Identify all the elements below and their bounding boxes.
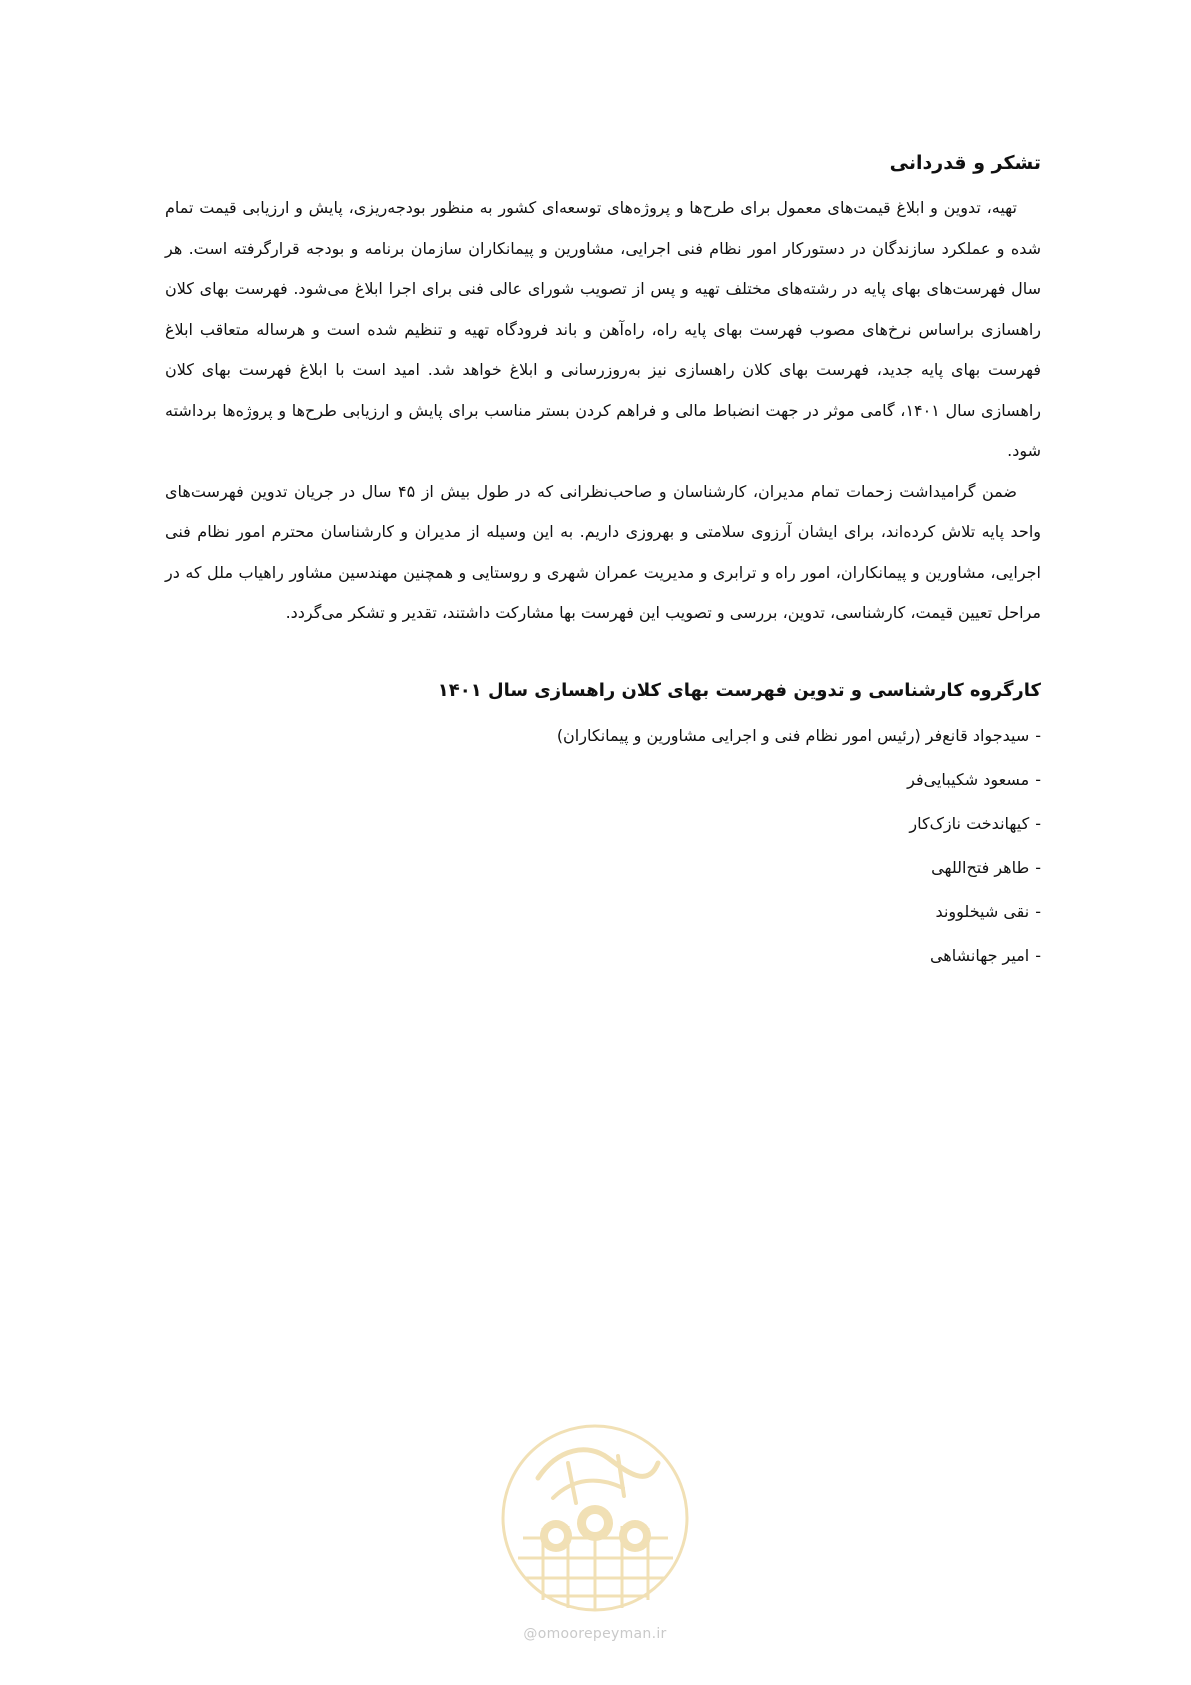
page-heading: تشکر و قدردانی xyxy=(889,152,1041,174)
watermark-logo xyxy=(498,1418,693,1618)
list-dash: - xyxy=(1035,857,1041,877)
paragraph-2: ضمن گرامیداشت زحمات تمام مدیران، کارشناسان و صاحب‌نظرانی که در طول بیش از ۴۵ سال در جریان تدوین فهرست‌های واحد پایه تلاش کرده‌اند، برای ایشان آرزوی سلامتی و بهروزی داریم. به این وسیله از مدیران و کارشناسان محترم امور نظام فنی اجرایی، مشاورین و پیمانکاران، امور راه و ترابری و مدیریت عمران شهری و روستایی و همچنین مهندسین مشاور راهیاب ملل که در مراحل تعیین قیمت، کارشناسی، تدوین، بررسی و تصویب این فهرست بها مشارکت داشتند، تقدیر و تشکر می‌گردد. xyxy=(165,481,1041,622)
team-member-name: امیر جهانشاهی xyxy=(929,945,1030,965)
list-dash: - xyxy=(1035,725,1041,745)
team-member xyxy=(165,890,1041,934)
team-member xyxy=(165,714,1041,758)
list-dash: - xyxy=(1035,813,1041,833)
paragraph-1: تهیه، تدوین و ابلاغ قیمت‌های معمول برای طرح‌ها و پروژه‌های توسعه‌ای کشور به منظور بودجه‌ریزی، پایش و ارزیابی قیمت تمام شده و عملکرد سازندگان در دستورکار امور نظام فنی اجرایی، مشاورین و پیمانکاران سازمان برنامه و بودجه قرارگرفته است. هر سال فهرست‌های بهای پایه در رشته‌های مختلف تهیه و پس از تصویب شورای عالی فنی برای اجرا ابلاغ می‌شود. فهرست بهای کلان راهسازی براساس نرخ‌های مصوب فهرست بهای پایه راه، راه‌آهن و باند فرودگاه تهیه و تنظیم شده است و هرساله متعاقب ابلاغ فهرست بهای پایه جدید، فهرست بهای کلان راهسازی نیز به‌روزرسانی و ابلاغ خواهد شد. امید است با ابلاغ فهرست بهای کلان راهسازی سال ۱۴۰۱، گامی موثر در جهت انضباط مالی و فراهم کردن بستر مناسب برای پایش و ارزیابی طرح‌ها و پروژه‌ها برداشته شود. xyxy=(165,198,1042,460)
team-member xyxy=(165,758,1041,802)
team-member xyxy=(165,846,1041,890)
team-member xyxy=(165,934,1041,978)
team-members-list xyxy=(165,714,1041,978)
list-dash: - xyxy=(1035,945,1041,965)
team-member-name: مسعود شکیبایی‌فر xyxy=(907,769,1030,789)
list-dash: - xyxy=(1035,901,1041,921)
team-member xyxy=(165,802,1041,846)
document-body xyxy=(165,148,1041,978)
team-member-name: نقی شیخلووند xyxy=(935,901,1030,921)
team-heading: کارگروه کارشناسی و تدوین فهرست بهای کلان راهسازی سال ۱۴۰۱ xyxy=(437,679,1041,701)
list-dash: - xyxy=(1035,769,1041,789)
team-member-name: کیهاندخت نازک‌کار xyxy=(909,813,1030,833)
watermark-url: @omoorepeyman.ir xyxy=(523,1626,667,1642)
team-member-name: سیدجواد قانع‌فر (رئیس امور نظام فنی و اجرایی مشاورین و پیمانکاران) xyxy=(556,725,1030,745)
team-member-name: طاهر فتح‌اللهی xyxy=(931,857,1030,877)
